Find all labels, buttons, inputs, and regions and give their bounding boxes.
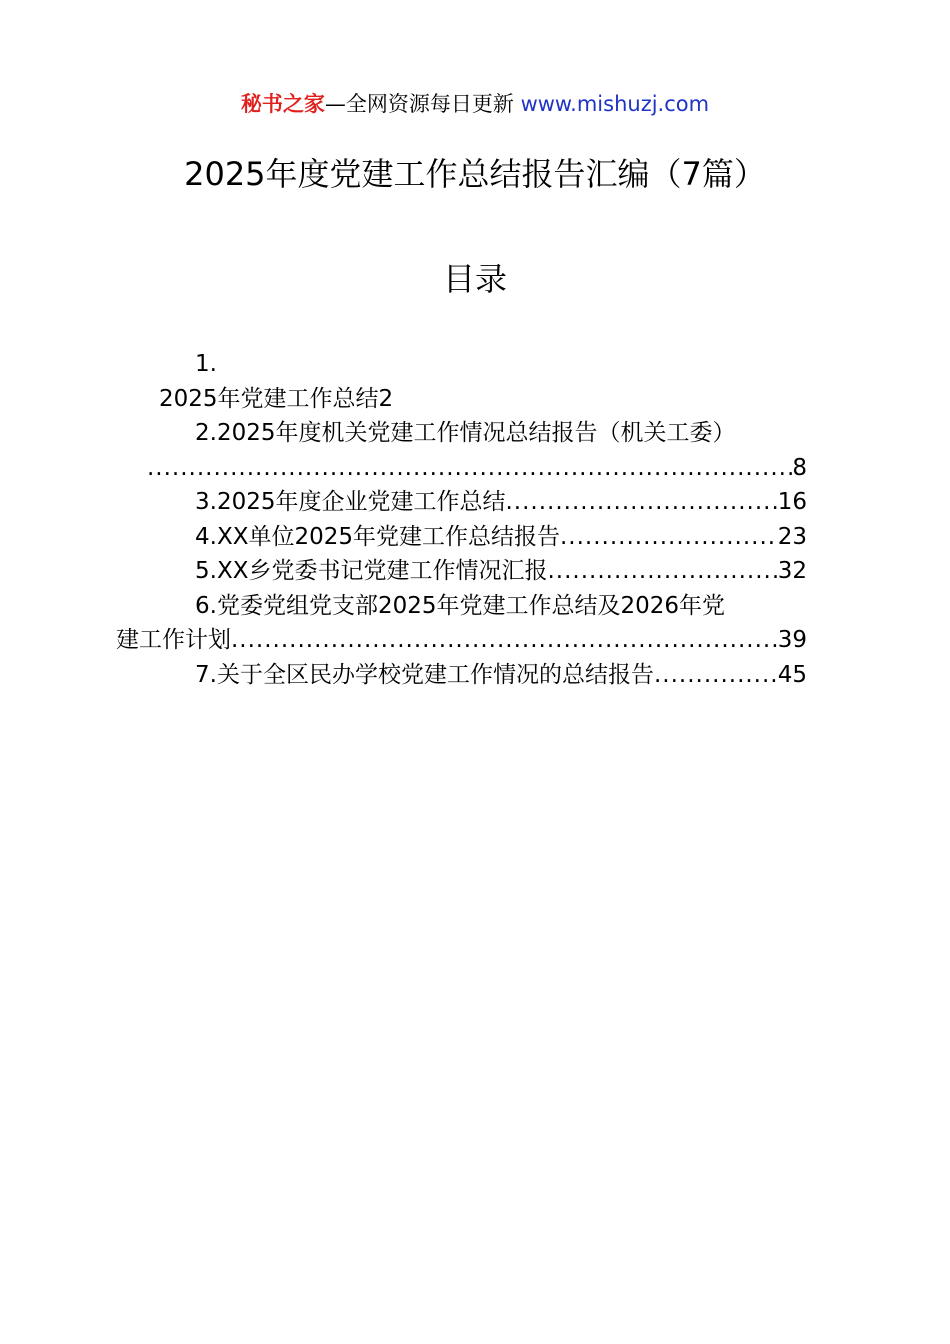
toc-entry-1-number	[147, 347, 807, 382]
toc-dot-leader	[231, 623, 778, 658]
toc-entry-text: 2025年党建工作总结	[159, 385, 379, 412]
toc-entry-7[interactable]	[147, 658, 807, 693]
site-header	[0, 88, 950, 120]
toc-entry-text: 4.XX单位2025年党建工作总结报告	[195, 523, 560, 550]
toc-entry-text: 2.2025年度机关党建工作情况总结报告（机关工委）	[195, 420, 736, 446]
toc-dot-leader	[560, 520, 778, 555]
toc-entry-2[interactable]	[147, 416, 807, 451]
toc-entry-page: 32	[777, 558, 807, 584]
toc-heading: 目录	[442, 260, 507, 298]
toc-entry-5[interactable]	[147, 554, 807, 589]
toc-entry-3[interactable]	[147, 485, 807, 520]
toc-entry-text-continued: 建工作计划	[116, 627, 231, 653]
toc-entry-1[interactable]	[147, 382, 807, 417]
toc-entry-text: 5.XX乡党委书记党建工作情况汇报	[195, 558, 548, 584]
document-title: 2025年度党建工作总结报告汇编（7篇）	[184, 155, 766, 193]
toc-dot-leader	[654, 658, 778, 693]
site-url-link[interactable]: www.mishuzj.com	[520, 92, 710, 116]
toc-entry-text: 7.关于全区民办学校党建工作情况的总结报告	[195, 661, 654, 688]
toc-entry-text: 3.2025年度企业党建工作总结	[195, 489, 506, 515]
brand-name: 秘书之家	[240, 92, 325, 116]
toc-entry-page: 16	[777, 489, 807, 515]
toc-entry-page: 23	[777, 523, 807, 550]
toc-entry-page: 45	[777, 661, 807, 688]
toc-entry-6[interactable]	[147, 589, 807, 624]
toc-entry-page: 8	[792, 454, 807, 481]
toc-entry-number: 1.	[195, 351, 217, 377]
header-slogan: —全网资源每日更新	[324, 92, 514, 116]
toc-entry-2-leader[interactable]	[147, 451, 807, 486]
toc-dot-leader	[147, 451, 792, 486]
toc-entry-page: 2	[378, 385, 394, 412]
toc-entry-6-continued[interactable]	[116, 623, 807, 658]
toc-entry-4[interactable]	[147, 520, 807, 555]
toc-entry-text: 6.党委党组党支部2025年党建工作总结及2026年党	[195, 592, 726, 619]
table-of-contents	[116, 347, 807, 692]
toc-dot-leader	[547, 554, 777, 589]
toc-dot-leader	[505, 485, 777, 520]
toc-entry-page: 39	[777, 627, 807, 653]
